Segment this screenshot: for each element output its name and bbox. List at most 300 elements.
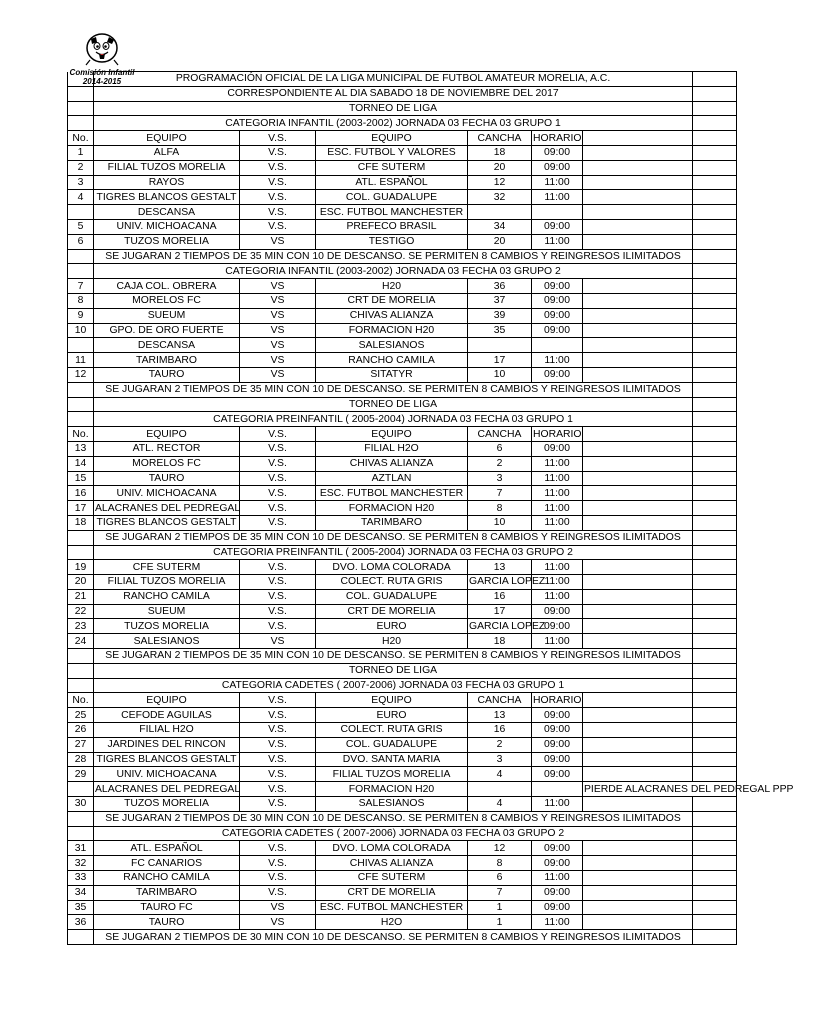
row-right-cell	[693, 811, 737, 826]
match-row	[68, 841, 737, 856]
field-number: 4	[468, 797, 532, 812]
away-team: AZTLAN	[316, 471, 468, 486]
field-number: 16	[468, 723, 532, 738]
field-number	[468, 338, 532, 353]
torneo-heading-row	[68, 101, 737, 116]
home-team: ALACRANES DEL PEDREGAL	[95, 502, 241, 514]
note-cell	[583, 441, 693, 456]
match-number: 24	[68, 634, 94, 649]
versus-label: V.S.	[240, 871, 316, 886]
field-number: 17	[468, 604, 532, 619]
home-team: FILIAL TUZOS MORELIA	[94, 575, 240, 590]
match-time: 11:00	[532, 353, 583, 368]
versus-label: V.S.	[240, 737, 316, 752]
row-left-cell	[68, 678, 94, 693]
row-right-cell	[693, 871, 737, 886]
away-team: DVO. SANTA MARIA	[316, 752, 468, 767]
col-header-cancha: CANCHA	[468, 427, 532, 442]
home-team: SALESIANOS	[94, 634, 240, 649]
row-left-cell	[68, 826, 94, 841]
home-team: FC CANARIOS	[94, 856, 240, 871]
match-row	[68, 160, 737, 175]
match-number: 1	[68, 145, 94, 160]
note-cell	[583, 234, 693, 249]
note-cell	[583, 308, 693, 323]
match-row	[68, 515, 737, 530]
match-time: 09:00	[532, 145, 583, 160]
row-right-cell	[693, 486, 737, 501]
row-right-cell	[693, 501, 737, 516]
home-team: CAJA COL. OBRERA	[94, 279, 240, 294]
home-team: GPO. DE ORO FUERTE	[94, 323, 240, 338]
match-number: 17	[68, 501, 94, 516]
col-header-horario: HORARIO	[533, 132, 582, 144]
row-right-cell	[693, 367, 737, 382]
category-heading-row	[68, 678, 737, 693]
away-team: ATL. ESPAÑOL	[316, 175, 468, 190]
match-number: 11	[68, 353, 94, 368]
col-header-equipo-rival: EQUIPO	[316, 693, 468, 708]
note-cell	[583, 575, 693, 590]
schedule-table	[67, 71, 794, 945]
note-cell	[583, 353, 693, 368]
match-time: 09:00	[532, 841, 583, 856]
row-left-cell	[68, 264, 94, 279]
home-team: MORELOS FC	[94, 456, 240, 471]
away-team: ESC. FUTBOL MANCHESTER	[316, 900, 468, 915]
match-number: 7	[68, 279, 94, 294]
match-time: 11:00	[532, 634, 583, 649]
match-row	[68, 175, 737, 190]
match-row	[68, 338, 737, 353]
note-cell	[583, 708, 693, 723]
match-row	[68, 353, 737, 368]
home-team: RANCHO CAMILA	[94, 871, 240, 886]
category-heading: CATEGORIA INFANTIL (2003-2002) JORNADA 03 FECHA 03 GRUPO 2	[94, 264, 693, 279]
field-number: 18	[468, 634, 532, 649]
row-right-cell	[693, 515, 737, 530]
note-cell	[583, 293, 693, 308]
home-team: DESCANSA	[94, 338, 240, 353]
away-team: DVO. LOMA COLORADA	[316, 560, 468, 575]
away-team: COL. GUADALUPE	[316, 737, 468, 752]
category-heading: CATEGORIA PREINFANTIL ( 2005-2004) JORNADA 03 FECHA 03 GRUPO 2	[94, 545, 693, 560]
match-row	[68, 501, 737, 516]
row-right-cell	[693, 293, 737, 308]
match-time: 11:00	[532, 190, 583, 205]
row-right-cell	[693, 264, 737, 279]
match-time	[532, 782, 583, 797]
versus-label: VS	[240, 900, 316, 915]
match-time: 09:00	[532, 160, 583, 175]
row-right-cell	[693, 249, 737, 264]
home-team: FILIAL TUZOS MORELIA	[94, 160, 240, 175]
match-number: 36	[68, 915, 94, 930]
note-cell	[583, 205, 693, 220]
row-right-cell	[693, 856, 737, 871]
match-time: 11:00	[532, 486, 583, 501]
match-number	[68, 782, 94, 797]
note-cell	[583, 471, 693, 486]
match-time: 09:00	[532, 856, 583, 871]
col-header-no: No.	[68, 131, 94, 146]
field-number: 13	[468, 708, 532, 723]
versus-label: V.S.	[240, 767, 316, 782]
match-number: 16	[68, 486, 94, 501]
match-time: 09:00	[532, 885, 583, 900]
row-right-cell	[693, 841, 737, 856]
match-number: 33	[68, 871, 94, 886]
match-row	[68, 782, 737, 797]
match-number: 4	[68, 190, 94, 205]
match-time: 11:00	[532, 871, 583, 886]
match-row	[68, 723, 737, 738]
field-number: 1	[468, 915, 532, 930]
row-right-cell	[693, 575, 737, 590]
match-row	[68, 619, 737, 634]
match-row	[68, 915, 737, 930]
versus-label: V.S.	[240, 145, 316, 160]
home-team: ALFA	[94, 145, 240, 160]
field-number: 39	[468, 308, 532, 323]
soccer-ball-mascot-icon	[82, 32, 122, 66]
match-number: 15	[68, 471, 94, 486]
versus-label: V.S.	[240, 205, 316, 220]
category-heading: CATEGORIA CADETES ( 2007-2006) JORNADA 03 FECHA 03 GRUPO 2	[94, 826, 693, 841]
versus-label: V.S.	[240, 575, 316, 590]
note-cell	[583, 752, 693, 767]
row-right-cell	[693, 101, 737, 116]
match-time: 09:00	[532, 619, 583, 634]
match-number: 3	[68, 175, 94, 190]
note-cell	[583, 219, 693, 234]
rules-footnote-row	[68, 530, 737, 545]
row-right-cell	[693, 723, 737, 738]
match-number: 20	[68, 575, 94, 590]
match-row	[68, 219, 737, 234]
home-team: MORELOS FC	[94, 293, 240, 308]
row-right-cell	[693, 797, 737, 812]
match-number: 27	[68, 737, 94, 752]
away-team: CHIVAS ALIANZA	[316, 856, 468, 871]
versus-label: V.S.	[240, 708, 316, 723]
match-row	[68, 190, 737, 205]
versus-label: VS	[240, 323, 316, 338]
home-team: TIGRES BLANCOS GESTALT	[94, 515, 240, 530]
match-time: 11:00	[532, 471, 583, 486]
away-team: COL. GUADALUPE	[316, 190, 468, 205]
versus-label: V.S.	[240, 752, 316, 767]
note-cell	[583, 856, 693, 871]
row-left-cell	[68, 545, 94, 560]
match-row	[68, 471, 737, 486]
match-number: 28	[68, 752, 94, 767]
row-right-cell	[693, 604, 737, 619]
field-number: 16	[468, 589, 532, 604]
home-team: TUZOS MORELIA	[94, 234, 240, 249]
match-row	[68, 589, 737, 604]
away-team: CHIVAS ALIANZA	[316, 308, 468, 323]
match-time: 11:00	[532, 589, 583, 604]
versus-label: V.S.	[240, 797, 316, 812]
row-right-cell	[693, 279, 737, 294]
row-right-cell	[693, 678, 737, 693]
match-time: 11:00	[532, 175, 583, 190]
match-number	[68, 205, 94, 220]
match-time: 09:00	[532, 279, 583, 294]
col-header-vs: V.S.	[240, 693, 316, 708]
versus-label: VS	[240, 293, 316, 308]
rules-footnote: SE JUGARAN 2 TIEMPOS DE 35 MIN CON 10 DE DESCANSO. SE PERMITEN 8 CAMBIOS Y REINGRESOS ILIMITADOS	[94, 249, 693, 264]
home-team: CEFODE AGUILAS	[94, 708, 240, 723]
note-cell	[583, 693, 693, 708]
field-number: 12	[468, 175, 532, 190]
versus-label: VS	[240, 367, 316, 382]
match-time: 09:00	[532, 752, 583, 767]
col-header-equipo: EQUIPO	[94, 693, 240, 708]
match-row	[68, 797, 737, 812]
subtitle-right-cell	[693, 86, 737, 101]
torneo-heading-row	[68, 397, 737, 412]
match-time: 09:00	[532, 441, 583, 456]
row-right-cell	[693, 160, 737, 175]
match-number: 12	[68, 367, 94, 382]
away-team: CFE SUTERM	[316, 160, 468, 175]
category-heading: CATEGORIA CADETES ( 2007-2006) JORNADA 03 FECHA 03 GRUPO 1	[94, 678, 693, 693]
versus-label: VS	[240, 338, 316, 353]
away-team: CRT DE MORELIA	[316, 885, 468, 900]
row-right-cell	[693, 205, 737, 220]
row-right-cell	[693, 338, 737, 353]
match-number: 9	[68, 308, 94, 323]
note-cell	[583, 589, 693, 604]
versus-label: V.S.	[240, 856, 316, 871]
home-team: UNIV. MICHOACANA	[94, 219, 240, 234]
away-team: CHIVAS ALIANZA	[316, 456, 468, 471]
row-right-cell	[693, 915, 737, 930]
home-team: ATL. ESPAÑOL	[94, 841, 240, 856]
match-row	[68, 767, 737, 782]
home-team: CFE SUTERM	[94, 560, 240, 575]
field-number: 35	[468, 323, 532, 338]
match-number: 18	[68, 515, 94, 530]
row-right-cell	[693, 456, 737, 471]
row-right-cell	[693, 116, 737, 131]
note-cell	[583, 604, 693, 619]
category-heading-row	[68, 264, 737, 279]
field-number: 8	[468, 501, 532, 516]
field-number: 6	[468, 441, 532, 456]
field-number: 4	[468, 767, 532, 782]
away-team: EURO	[316, 619, 468, 634]
row-right-cell	[693, 634, 737, 649]
match-number: 10	[68, 323, 94, 338]
match-time: 09:00	[532, 308, 583, 323]
field-number: 7	[468, 486, 532, 501]
rules-footnote: SE JUGARAN 2 TIEMPOS DE 30 MIN CON 10 DE DESCANSO. SE PERMITEN 8 CAMBIOS Y REINGRESOS ILIMITADOS	[94, 811, 693, 826]
rules-footnote: SE JUGARAN 2 TIEMPOS DE 35 MIN CON 10 DE DESCANSO. SE PERMITEN 8 CAMBIOS Y REINGRESOS ILIMITADOS	[94, 649, 693, 664]
row-right-cell	[693, 693, 737, 708]
col-header-horario: HORARIO	[533, 694, 582, 706]
versus-label: V.S.	[240, 501, 316, 516]
home-team: DESCANSA	[94, 205, 240, 220]
field-number: 17	[468, 353, 532, 368]
torneo-heading: TORNEO DE LIGA	[94, 397, 693, 412]
match-number: 8	[68, 293, 94, 308]
match-time: 11:00	[532, 575, 583, 590]
match-row	[68, 279, 737, 294]
row-left-cell	[68, 649, 94, 664]
away-team: RANCHO CAMILA	[316, 353, 468, 368]
match-row	[68, 885, 737, 900]
col-header-equipo: EQUIPO	[94, 131, 240, 146]
row-right-cell	[693, 930, 737, 945]
field-number: 12	[468, 841, 532, 856]
row-right-cell	[693, 767, 737, 782]
away-team: EURO	[316, 708, 468, 723]
match-time: 11:00	[532, 560, 583, 575]
away-team: COLECT. RUTA GRIS	[316, 575, 468, 590]
row-left-cell	[68, 530, 94, 545]
away-team: H2O	[316, 915, 468, 930]
match-row	[68, 752, 737, 767]
home-team: ATL. RECTOR	[94, 441, 240, 456]
note-cell	[583, 915, 693, 930]
away-team: FORMACION H20	[316, 323, 468, 338]
field-number: 7	[468, 885, 532, 900]
field-number	[468, 205, 532, 220]
note-cell	[583, 456, 693, 471]
category-heading-row	[68, 116, 737, 131]
match-row	[68, 486, 737, 501]
row-right-cell	[693, 471, 737, 486]
away-team: SALESIANOS	[316, 797, 468, 812]
row-right-cell	[693, 560, 737, 575]
column-header-row	[68, 427, 737, 442]
versus-label: V.S.	[240, 723, 316, 738]
match-row	[68, 634, 737, 649]
note-cell	[583, 175, 693, 190]
col-header-vs: V.S.	[240, 427, 316, 442]
row-right-cell	[693, 737, 737, 752]
home-team: JARDINES DEL RINCON	[94, 737, 240, 752]
versus-label: V.S.	[240, 560, 316, 575]
rules-footnote-row	[68, 649, 737, 664]
match-number: 32	[68, 856, 94, 871]
row-right-cell	[693, 145, 737, 160]
rules-footnote-row	[68, 249, 737, 264]
col-header-equipo-rival: EQUIPO	[316, 131, 468, 146]
note-cell	[583, 279, 693, 294]
match-row	[68, 856, 737, 871]
match-number: 34	[68, 885, 94, 900]
away-team: FORMACION H20	[316, 501, 468, 516]
versus-label: VS	[240, 308, 316, 323]
home-team: SUEUM	[94, 604, 240, 619]
away-team: ESC. FUTBOL MANCHESTER	[316, 486, 468, 501]
torneo-heading: TORNEO DE LIGA	[94, 663, 693, 678]
field-number: 13	[468, 560, 532, 575]
row-right-cell	[693, 412, 737, 427]
category-heading-row	[68, 826, 737, 841]
home-team: TAURO FC	[94, 900, 240, 915]
versus-label: V.S.	[240, 619, 316, 634]
versus-label: V.S.	[240, 471, 316, 486]
home-team: TIGRES BLANCOS GESTALT	[94, 190, 240, 205]
category-heading: CATEGORIA PREINFANTIL ( 2005-2004) JORNADA 03 FECHA 03 GRUPO 1	[94, 412, 693, 427]
match-time: 09:00	[532, 219, 583, 234]
home-team: FILIAL H2O	[94, 723, 240, 738]
match-row	[68, 708, 737, 723]
home-team: TIGRES BLANCOS GESTALT	[94, 752, 240, 767]
note-cell	[583, 427, 693, 442]
match-time: 11:00	[532, 915, 583, 930]
rules-footnote-row	[68, 811, 737, 826]
col-header-equipo-rival: EQUIPO	[316, 427, 468, 442]
row-right-cell	[693, 619, 737, 634]
match-time: 09:00	[532, 604, 583, 619]
match-number: 30	[68, 797, 94, 812]
match-number	[68, 338, 94, 353]
note-cell	[583, 885, 693, 900]
match-row	[68, 441, 737, 456]
row-right-cell	[693, 649, 737, 664]
page-subtitle: CORRESPONDIENTE AL DIA SABADO 18 DE NOVIEMBRE DEL 2017	[94, 86, 693, 101]
away-team: DVO. LOMA COLORADA	[316, 841, 468, 856]
logo-caption-line2: 2014-2015	[82, 77, 122, 86]
match-number: 23	[68, 619, 94, 634]
rules-footnote: SE JUGARAN 2 TIEMPOS DE 35 MIN CON 10 DE DESCANSO. SE PERMITEN 8 CAMBIOS Y REINGRESOS ILIMITADOS	[94, 530, 693, 545]
match-time: 09:00	[532, 708, 583, 723]
match-number: 31	[68, 841, 94, 856]
match-time: 11:00	[532, 797, 583, 812]
note-cell	[583, 737, 693, 752]
note-cell	[583, 131, 693, 146]
row-right-cell	[693, 175, 737, 190]
field-number: 3	[468, 471, 532, 486]
away-team: TARIMBARO	[316, 515, 468, 530]
col-header-no: No.	[68, 693, 94, 708]
versus-label: V.S.	[240, 589, 316, 604]
home-team: RANCHO CAMILA	[94, 589, 240, 604]
away-team: SITATYR	[316, 367, 468, 382]
rules-footnote-row	[68, 930, 737, 945]
row-right-cell	[693, 353, 737, 368]
field-number	[468, 782, 532, 797]
col-header-no: No.	[68, 427, 94, 442]
match-number: 21	[68, 589, 94, 604]
row-left-cell	[68, 930, 94, 945]
row-left-cell	[68, 382, 94, 397]
match-row	[68, 737, 737, 752]
away-team: ESC. FUTBOL MANCHESTER	[316, 205, 468, 220]
note-cell	[583, 515, 693, 530]
home-team: TAURO	[94, 471, 240, 486]
match-row	[68, 323, 737, 338]
match-time: 09:00	[532, 737, 583, 752]
subtitle-row	[68, 86, 737, 101]
versus-label: V.S.	[240, 190, 316, 205]
match-time: 09:00	[532, 293, 583, 308]
title-row	[68, 72, 737, 87]
match-time: 09:00	[532, 323, 583, 338]
row-right-cell	[693, 190, 737, 205]
home-team: TARIMBARO	[94, 885, 240, 900]
match-note: PIERDE ALACRANES DEL PEDREGAL PPP	[584, 783, 794, 795]
home-team: TARIMBARO	[94, 353, 240, 368]
match-time	[532, 205, 583, 220]
match-row	[68, 293, 737, 308]
